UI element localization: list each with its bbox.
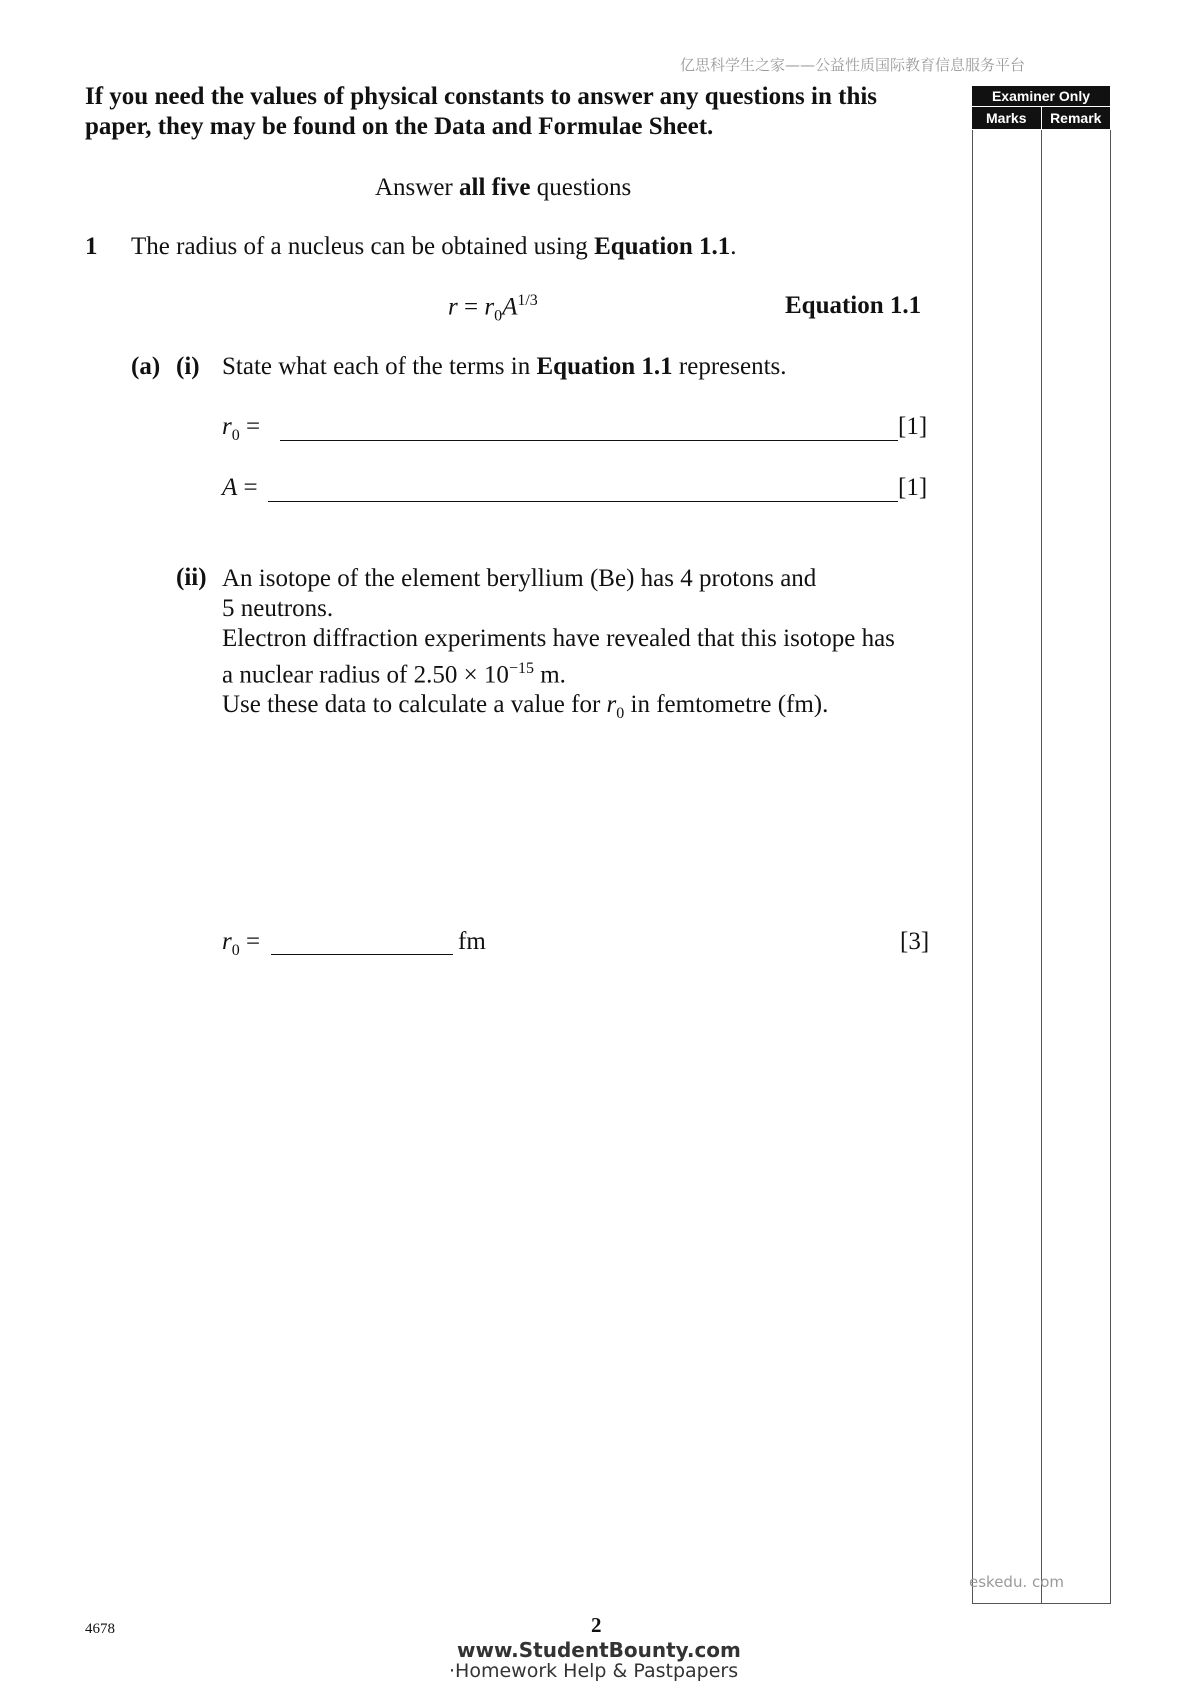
remark-column-header: Remark [1041, 107, 1111, 129]
A-answer-line[interactable] [268, 501, 898, 502]
sub-i-label: (i) [176, 353, 200, 380]
sub-ii-line-2: 5 neutrons. [222, 595, 334, 622]
footer-site: www.StudentBounty.com [457, 1638, 741, 1662]
instruction-post: questions [530, 174, 632, 201]
sub-i-text-pre: State what each of the terms in [222, 353, 537, 380]
equation [448, 292, 538, 325]
sub-ii-line-5-sub: 0 [616, 705, 625, 723]
r0-final-unit: fm [458, 928, 486, 955]
sub-ii-line-4-pre: a nuclear radius of 2.50 × 10 [222, 661, 509, 689]
r0-eq: = [239, 413, 261, 440]
instruction-bold: all five [459, 174, 531, 201]
sub-ii-line-5-post: in femtometre (fm). [624, 691, 829, 719]
part-a-label: (a) [131, 353, 161, 380]
eq-A: A [502, 293, 518, 321]
sub-ii-label: (ii) [176, 564, 207, 591]
sub-ii-line-4 [222, 654, 932, 690]
eq-lhs: r [448, 293, 458, 321]
r0-final-var: r [222, 928, 232, 955]
r0-final-sub: 0 [231, 942, 240, 959]
question-text-pre: The radius of a nucleus can be obtained using [131, 233, 595, 260]
r0-answer-label [222, 413, 260, 445]
equation-label: Equation 1.1 [785, 292, 922, 319]
A-answer-label [222, 474, 258, 502]
A-mark: [1] [898, 474, 928, 501]
r0-mark: [1] [898, 413, 928, 440]
sub-ii-line-5 [222, 690, 932, 729]
question-number: 1 [85, 233, 98, 260]
examiner-marks-box [972, 130, 1111, 1604]
instruction [375, 174, 631, 202]
marks-column-header: Marks [986, 110, 1027, 126]
sub-ii-line-5-var: r [606, 691, 617, 719]
examiner-only-header [972, 86, 1110, 129]
A-var: A [222, 474, 238, 501]
A-eq: = [237, 474, 258, 501]
sub-ii-line-4-post: m. [533, 661, 566, 689]
r0-answer-line[interactable] [280, 440, 898, 441]
question-text-post: . [730, 233, 737, 260]
question-text-bold: Equation 1.1 [594, 233, 731, 260]
watermark-top: 亿思科学生之家——公益性质国际教育信息服务平台 [680, 56, 1026, 74]
r0-final-eq: = [239, 928, 261, 955]
intro-line-1: If you need the values of physical constants to answer any questions in this [85, 83, 878, 110]
intro-text [85, 82, 877, 142]
r0-final-mark: [3] [900, 928, 930, 955]
sub-i-text-bold: Equation 1.1 [536, 353, 673, 380]
sub-ii-line-4-sup: −15 [508, 660, 534, 677]
sub-ii-text [222, 564, 932, 729]
sub-ii-line-1: An isotope of the element beryllium (Be) has 4 protons and [222, 565, 817, 592]
instruction-pre: Answer [375, 174, 460, 201]
r0-var: r [222, 413, 232, 440]
eq-A-sup: 1/3 [517, 292, 538, 309]
watermark-side: eskedu. com [969, 1573, 1065, 1591]
examiner-title: Examiner Only [972, 86, 1110, 106]
eq-r0: r [484, 293, 495, 321]
sub-ii-line-5-pre: Use these data to calculate a value for [222, 691, 607, 719]
eq-equals: = [457, 293, 485, 321]
page-number: 2 [591, 1613, 602, 1637]
question-text [131, 233, 736, 261]
r0-final-label [222, 928, 260, 960]
eq-r0-sub: 0 [494, 307, 503, 325]
r0-sub: 0 [231, 427, 240, 444]
intro-line-2: paper, they may be found on the Data and Formulae Sheet. [85, 113, 714, 140]
examiner-column-divider [1041, 130, 1042, 1603]
examiner-columns [972, 107, 1110, 129]
footer-tagline: ·Homework Help & Pastpapers [449, 1660, 739, 1682]
paper-code: 4678 [85, 1621, 115, 1637]
sub-i-text [222, 353, 787, 381]
sub-i-text-post: represents. [672, 353, 787, 380]
r0-final-answer-line[interactable] [271, 954, 453, 955]
sub-ii-line-3: Electron diffraction experiments have revealed that this isotope has [222, 625, 895, 652]
